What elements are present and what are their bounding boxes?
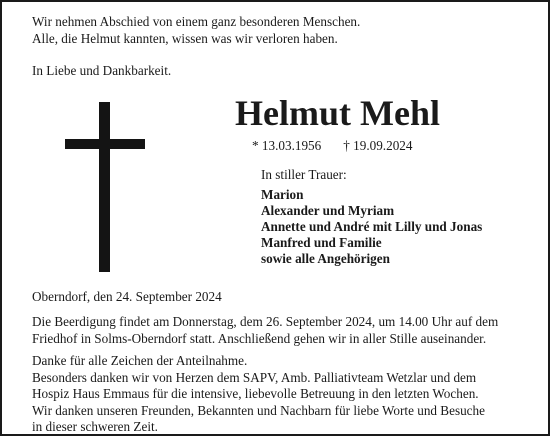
funeral-line: Die Beerdigung findet am Donnerstag, dem 26. September 2024, um 14.00 Uhr auf dem [32, 314, 499, 329]
thanks-line: Danke für alle Zeichen der Anteilnahme. [32, 353, 248, 368]
mourner: Alexander und Myriam [261, 203, 395, 218]
cross-horizontal-bar [65, 139, 145, 149]
funeral-line: Friedhof in Solms-Oberndorf statt. Anschließend gehen wir in aller Stille auseinander. [32, 330, 487, 346]
thanks-line: Besonders danken wir von Herzen dem SAPV, Amb. Palliativteam Wetzlar und dem [32, 369, 477, 385]
cross-vertical-bar [99, 102, 110, 272]
deceased-name: Helmut Mehl [235, 93, 440, 133]
funeral-info [32, 314, 498, 347]
mourning-label: In stiller Trauer: [261, 167, 347, 182]
thanks-text [32, 353, 485, 436]
life-dates [252, 138, 412, 154]
mourner: Manfred und Familie [261, 235, 382, 250]
place-date: Oberndorf, den 24. September 2024 [32, 289, 222, 304]
mourner: sowie alle Angehörigen [261, 251, 390, 266]
thanks-line: in dieser schweren Zeit. [32, 419, 158, 434]
intro-line: Wir nehmen Abschied von einem ganz besonderen Menschen. [32, 14, 361, 29]
thanks-line: Wir danken unseren Freunden, Bekannten und Nachbarn für liebe Worte und Besuche [32, 402, 485, 418]
gratitude-line: In Liebe und Dankbarkeit. [32, 63, 172, 78]
mourner: Annette und André mit Lilly und Jonas [261, 219, 483, 234]
intro-line: Alle, die Helmut kannten, wissen was wir verloren haben. [32, 30, 338, 46]
birth-date: * 13.03.1956 [252, 138, 322, 153]
thanks-line: Hospiz Haus Emmaus für die intensive, liebevolle Betreuung in den letzten Wochen. [32, 386, 479, 401]
intro-text [32, 14, 360, 47]
mourner: Marion [261, 187, 304, 202]
latin-cross-icon [65, 102, 145, 272]
death-date: † 19.09.2024 [343, 138, 413, 153]
mourners-list [261, 187, 482, 267]
